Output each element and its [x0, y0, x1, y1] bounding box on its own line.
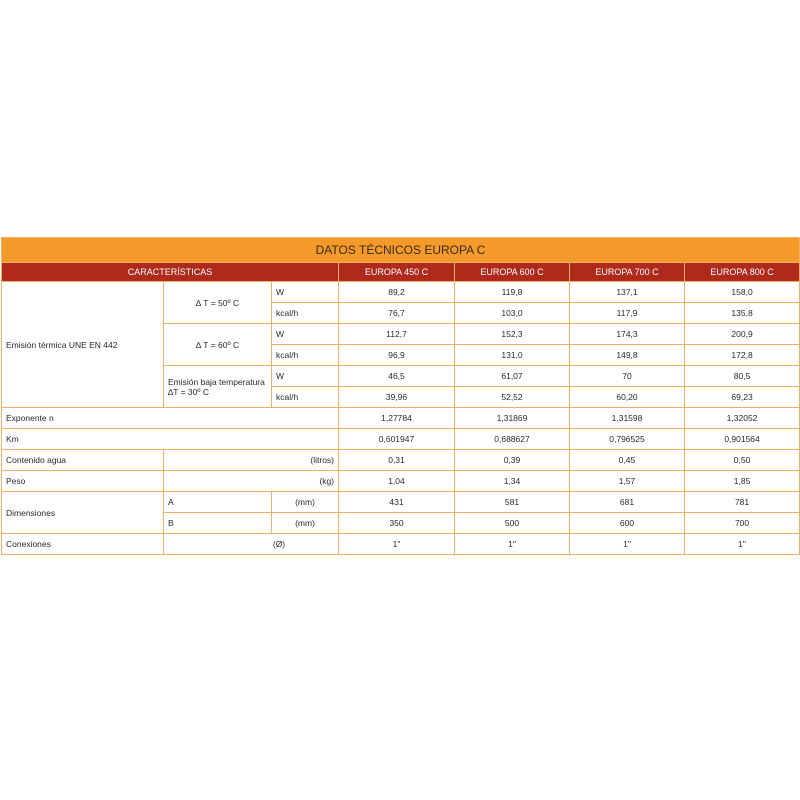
table-cell: 76,7 — [339, 303, 455, 324]
table-cell: 1,34 — [455, 471, 570, 492]
table-row — [2, 534, 800, 555]
water-label: Contenido agua — [2, 450, 164, 471]
table-cell: 1" — [455, 534, 570, 555]
table-cell: 149,8 — [570, 345, 685, 366]
table-row — [2, 408, 800, 429]
table-cell: 0,901564 — [685, 429, 800, 450]
dt60-label: ∆ T = 60º C — [164, 324, 272, 366]
unit-kcal: kcal/h — [272, 387, 339, 408]
table-cell: 500 — [455, 513, 570, 534]
dt30-label-line1: Emisión baja temperatura — [168, 376, 265, 387]
header-model-700: EUROPA 700 C — [570, 263, 685, 282]
unit-kcal: kcal/h — [272, 345, 339, 366]
table-cell: 600 — [570, 513, 685, 534]
table-cell: 174,3 — [570, 324, 685, 345]
table-cell: 0,796525 — [570, 429, 685, 450]
table-cell: 1" — [685, 534, 800, 555]
table-cell: 89,2 — [339, 282, 455, 303]
table-cell: 0,31 — [339, 450, 455, 471]
dimensions-label: Dimensiones — [2, 492, 164, 534]
table-cell: 80,5 — [685, 366, 800, 387]
table-cell: 60,20 — [570, 387, 685, 408]
table-cell: 1,31869 — [455, 408, 570, 429]
table-cell: 431 — [339, 492, 455, 513]
header-characteristics: CARACTERÍSTICAS — [2, 263, 339, 282]
table-cell: 1,27784 — [339, 408, 455, 429]
table-row — [2, 450, 800, 471]
table-cell: 70 — [570, 366, 685, 387]
table-cell: 172,8 — [685, 345, 800, 366]
table-cell: 781 — [685, 492, 800, 513]
table-cell: 46,5 — [339, 366, 455, 387]
dimension-a-label: A — [164, 492, 272, 513]
water-unit: (litros) — [164, 450, 339, 471]
header-model-800: EUROPA 800 C — [685, 263, 800, 282]
table-cell: 117,9 — [570, 303, 685, 324]
table-cell: 681 — [570, 492, 685, 513]
table-cell: 1" — [339, 534, 455, 555]
unit-w: W — [272, 366, 339, 387]
table-cell: 39,96 — [339, 387, 455, 408]
table-cell: 69,23 — [685, 387, 800, 408]
table-cell: 112,7 — [339, 324, 455, 345]
weight-unit: (kg) — [164, 471, 339, 492]
dt30-label — [164, 366, 272, 408]
table-cell: 152,3 — [455, 324, 570, 345]
table-cell: 158,0 — [685, 282, 800, 303]
table-cell: 581 — [455, 492, 570, 513]
table-cell: 52,52 — [455, 387, 570, 408]
dt50-label: ∆ T = 50º C — [164, 282, 272, 324]
table-row — [2, 471, 800, 492]
technical-data-table — [1, 237, 800, 555]
table-cell: 135,8 — [685, 303, 800, 324]
table-cell: 119,8 — [455, 282, 570, 303]
connections-unit: (Ø) — [164, 534, 339, 555]
dimension-b-label: B — [164, 513, 272, 534]
weight-label: Peso — [2, 471, 164, 492]
table-title: DATOS TÉCNICOS EUROPA C — [2, 238, 800, 263]
table-cell: 61,07 — [455, 366, 570, 387]
dimension-a-unit: (mm) — [272, 492, 339, 513]
unit-w: W — [272, 324, 339, 345]
connections-label: Conexiones — [2, 534, 164, 555]
table-cell: 1,04 — [339, 471, 455, 492]
header-model-600: EUROPA 600 C — [455, 263, 570, 282]
table-cell: 700 — [685, 513, 800, 534]
table-cell: 200,9 — [685, 324, 800, 345]
table-cell: 131,0 — [455, 345, 570, 366]
table-cell: 0,45 — [570, 450, 685, 471]
table-cell: 0,688627 — [455, 429, 570, 450]
table-row — [2, 492, 800, 513]
table-cell: 350 — [339, 513, 455, 534]
unit-w: W — [272, 282, 339, 303]
dt30-label-line2: ∆T = 30º C — [168, 386, 209, 397]
header-model-450: EUROPA 450 C — [339, 263, 455, 282]
table-cell: 1,85 — [685, 471, 800, 492]
table-cell: 1,32052 — [685, 408, 800, 429]
table-cell: 96,9 — [339, 345, 455, 366]
table-cell: 1,57 — [570, 471, 685, 492]
table-cell: 0,601947 — [339, 429, 455, 450]
table-cell: 1" — [570, 534, 685, 555]
table-cell: 137,1 — [570, 282, 685, 303]
table-cell: 1,31598 — [570, 408, 685, 429]
exponent-label: Exponente n — [2, 408, 339, 429]
table-cell: 0,39 — [455, 450, 570, 471]
table-cell: 103,0 — [455, 303, 570, 324]
unit-kcal: kcal/h — [272, 303, 339, 324]
emission-label: Emisión térmica UNE EN 442 — [2, 282, 164, 408]
table-row — [2, 282, 800, 303]
dimension-b-unit: (mm) — [272, 513, 339, 534]
table-cell: 0,50 — [685, 450, 800, 471]
km-label: Km — [2, 429, 339, 450]
table-row — [2, 429, 800, 450]
